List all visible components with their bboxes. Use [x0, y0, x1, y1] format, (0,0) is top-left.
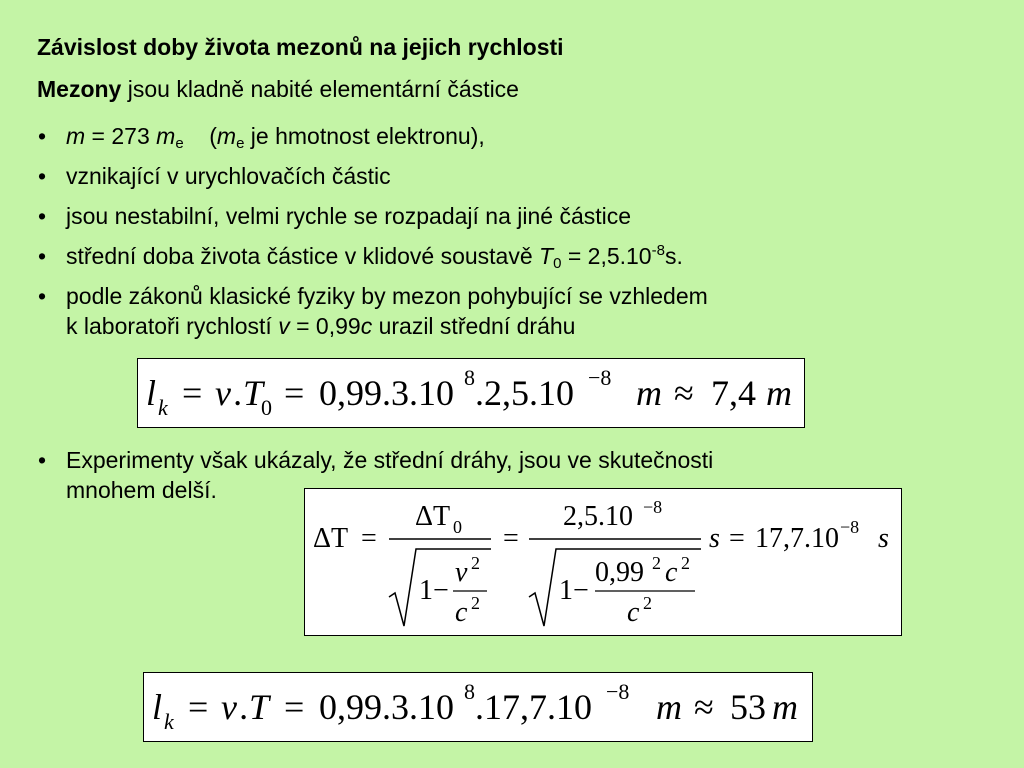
equation-time-dilation: [304, 488, 902, 636]
eq2-v: v: [455, 557, 468, 588]
unit-s: s.: [664, 243, 683, 269]
eq3-T: .T: [240, 687, 270, 727]
eq3-num: 0,99.3.10: [319, 687, 454, 727]
eq3-eq2: =: [284, 687, 305, 727]
eq1-eq: =: [182, 373, 203, 413]
symbol-T: T: [539, 243, 554, 269]
intro-rest: jsou kladně nabité elementární částice: [121, 76, 519, 102]
sub-e: e: [175, 135, 184, 152]
eq2-expm8b: −8: [840, 517, 860, 537]
eq2-numT: ΔT: [415, 501, 451, 532]
eq2-sq2: 2: [681, 553, 690, 573]
lifetime-value: = 2,5.10: [561, 243, 652, 269]
bullet-classical: [37, 276, 997, 346]
symbol-m-e2: m: [216, 123, 237, 149]
eq1-res: 7,4: [711, 373, 756, 413]
eq2-one2: 1: [559, 575, 573, 606]
experiments-line2: mnohem delší.: [66, 477, 217, 503]
eq3-m: m: [656, 687, 682, 727]
eq1-mid: .2,5.10: [475, 373, 574, 413]
classical-line2a: k laboratoři rychlostí: [66, 313, 279, 339]
mass-rest: je hmotnost elektronu),: [244, 123, 485, 149]
eq1-eq2: =: [284, 373, 305, 413]
eq1-l: l: [146, 373, 157, 413]
mass-eq: = 273: [85, 123, 157, 149]
eq2-minus: −: [433, 575, 449, 606]
eq2-minus2: −: [573, 575, 589, 606]
bullet-accelerator: • vznikající v urychlovačích částic: [37, 156, 997, 196]
eq3-eq: =: [188, 687, 209, 727]
eq2-zero: 0: [453, 517, 462, 537]
eq1-approx: ≈: [674, 373, 694, 413]
eq3-approx: ≈: [694, 687, 714, 727]
eq2-eq3: =: [729, 523, 745, 554]
classical-line2c: urazil střední dráhu: [372, 313, 576, 339]
eq1-v: v: [215, 373, 231, 413]
bullet-unstable: • jsou nestabilní, velmi rychle se rozpadají na jiné částice: [37, 196, 997, 236]
eq2-sq3: 2: [643, 593, 652, 613]
bullet-mass: [37, 116, 997, 156]
symbol-m: m: [66, 123, 86, 149]
sub-0: 0: [553, 255, 562, 272]
eq3-l: l: [152, 687, 163, 727]
eq3-res: 53: [730, 687, 766, 727]
eq1-expm8: −8: [588, 365, 612, 390]
eq2-eq2: =: [503, 523, 519, 554]
eq3-k: k: [164, 709, 174, 734]
eq1-k: k: [158, 395, 168, 420]
paren-open: (: [183, 123, 217, 149]
eq2-sq: 2: [652, 553, 661, 573]
symbol-v: v: [278, 313, 290, 339]
eq3-mid: .17,7.10: [475, 687, 592, 727]
eq2-one: 1: [419, 575, 433, 606]
eq3-m2: m: [772, 687, 798, 727]
eq2-c2: c: [665, 557, 678, 588]
bullet-list: [37, 116, 997, 346]
eq2-dT: ΔT: [313, 523, 349, 554]
eq3-v: v: [221, 687, 237, 727]
bullet-lifetime: [37, 236, 997, 276]
exp-minus-8: -8: [651, 242, 665, 259]
eq2-num2: 2,5.10: [563, 501, 633, 532]
classical-line2b: = 0,99: [289, 313, 361, 339]
eq3-expm8: −8: [606, 679, 630, 704]
eq1-num: 0,99.3.10: [319, 373, 454, 413]
eq2-n099: 0,99: [595, 557, 644, 588]
intro-bold: Mezony: [37, 76, 122, 102]
eq2-two2: 2: [471, 593, 480, 613]
classical-line2: [66, 306, 997, 346]
eq2-res: 17,7.10: [755, 523, 839, 554]
classical-line1: podle zákonů klasické fyziky by mezon pohybující se vzhledem: [66, 283, 708, 309]
eq2-s2: s: [878, 523, 889, 554]
symbol-m-e: m: [156, 123, 176, 149]
eq2-c3: c: [627, 597, 640, 628]
eq3-exp8: 8: [464, 679, 475, 704]
eq1-m2: m: [766, 373, 792, 413]
equation-classical-path: [137, 358, 805, 428]
equation-real-path: [143, 672, 813, 742]
eq2-expm8: −8: [643, 497, 663, 517]
intro-line: [37, 76, 519, 103]
symbol-c: c: [360, 313, 373, 339]
eq2-s: s: [709, 523, 720, 554]
eq1-m: m: [636, 373, 662, 413]
eq2-two: 2: [471, 553, 480, 573]
experiments-line1: Experimenty však ukázaly, že střední dráhy, jsou ve skutečnosti: [66, 447, 714, 473]
sub-e2: e: [236, 135, 245, 152]
eq1-exp8: 8: [464, 365, 475, 390]
eq2-eq: =: [361, 523, 377, 554]
lifetime-text: střední doba života částice v klidové soustavě: [66, 243, 540, 269]
slide-title: Závislost doby života mezonů na jejich rychlosti: [37, 34, 564, 60]
eq1-T: .T: [234, 373, 264, 413]
eq1-zero: 0: [261, 395, 272, 420]
eq2-c: c: [455, 597, 468, 628]
